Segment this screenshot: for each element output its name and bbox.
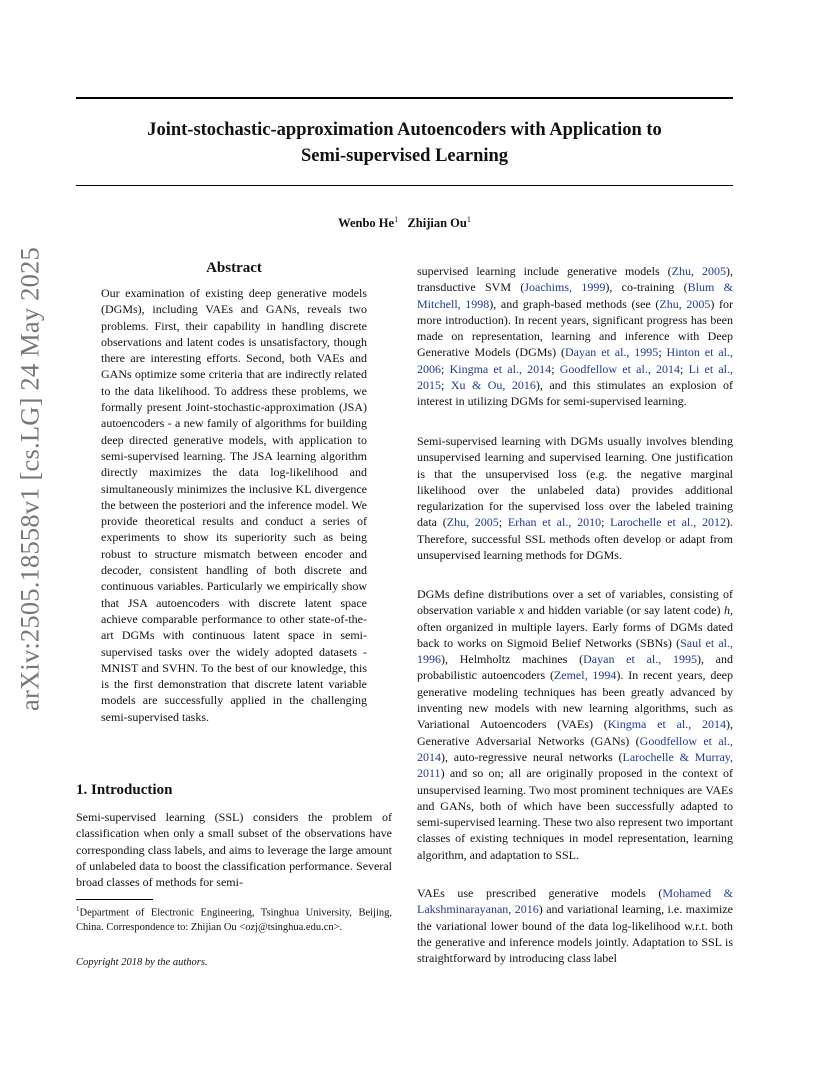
copyright-notice: Copyright 2018 by the authors.: [76, 957, 208, 968]
text-run: DGMs define distributions over a set of variables, consisting of observation variable: [417, 587, 733, 618]
text-run: , often organized in multiple layers. Early forms of DGMs dated back to works on Sigmoid Belief Networks (SBNs) (: [417, 603, 733, 650]
citation-link[interactable]: Li et al., 2015: [417, 361, 734, 393]
right-paragraph-3: [417, 586, 733, 863]
citation-link[interactable]: Zhu, 2005: [659, 296, 711, 311]
text-run: ) for more introduction). In recent years, significant progress has been made on representation, learning and inference with Deep Generative Models (DGMs) (: [417, 296, 733, 360]
citation-link[interactable]: Xu & Ou, 2016: [450, 378, 536, 393]
citation-link[interactable]: Larochelle & Murray, 2011: [417, 749, 733, 781]
math-variable: h: [724, 603, 730, 618]
author-list: [76, 215, 733, 231]
text-run: ), co-training (: [605, 280, 688, 295]
citation-link[interactable]: Dayan et al., 1995: [583, 652, 697, 667]
author-name: Zhijian Ou: [407, 216, 467, 231]
text-run: ;: [658, 345, 667, 360]
right-paragraph-4: [417, 885, 733, 966]
title-line-1: Joint-stochastic-approximation Autoencoders with Application to: [147, 120, 662, 140]
text-run: supervised learning include generative models (: [417, 264, 672, 278]
text-run: ), and graph-based methods (see (: [489, 296, 660, 311]
text-run: ;: [441, 378, 451, 393]
math-variable: x: [518, 603, 524, 618]
text-run: ). Therefore, successful SSL methods often develop or adapt from unsupervised learning methods for DGMs.: [417, 515, 733, 563]
text-run: ), Helmholtz machines (: [441, 652, 584, 667]
text-run: ), and this stimulates an explosion of interest in utilizing DGMs for semi-supervised learning.: [417, 378, 734, 409]
citation-link[interactable]: Mohamed & Lakshminarayanan, 2016: [417, 886, 733, 917]
text-run: ), auto-regressive neural networks (: [441, 749, 623, 764]
right-paragraph-1: [417, 263, 733, 410]
citation-link[interactable]: Joachims, 1999: [524, 280, 606, 295]
abstract-heading: Abstract: [206, 260, 262, 276]
citation-link[interactable]: Kingma et al., 2014: [607, 717, 727, 732]
citation-link[interactable]: Blum & Mitchell, 1998: [417, 280, 733, 311]
title-rule-top: [76, 97, 733, 99]
text-run: ;: [441, 361, 450, 376]
text-run: ). In recent years, deep generative modeling techniques has been greatly advanced by inventing new models with new learning algorithms, such as Variational Autoencoders (VAEs) (: [417, 668, 733, 732]
text-run: ) and so on; all are originally proposed in the context of unsupervised learning. Two most prominent techniques are VAEs and GANs, both of which have been successfully adapted to semi-supervised learning. These two also represent two important classes of existing techniques in model representation, learning algorithm, and adaptation to SSL.: [417, 766, 733, 862]
text-run: ), and probabilistic autoencoders (: [417, 652, 733, 683]
arxiv-stamp: [10, 246, 50, 711]
text-run: ) and variational learning, i.e. maximize the variational lower bound of the data log-likelihood w.r.t. both the generative and inference models jointly. Adaptation to SSL is straightforward by introducing class label: [417, 902, 733, 966]
right-paragraph-2: [417, 433, 733, 563]
text-run: ), transductive SVM (: [417, 264, 733, 295]
affiliation-mark: 1: [466, 215, 471, 224]
citation-link[interactable]: Hinton et al., 2006: [417, 345, 733, 376]
footnote-rule: [76, 899, 153, 900]
citation-link[interactable]: Zhu, 2005: [671, 264, 726, 278]
citation-link[interactable]: Saul et al., 1996: [417, 635, 733, 667]
citation-link[interactable]: Goodfellow et al., 2014: [417, 733, 733, 764]
paper-title: [76, 117, 733, 169]
footnote-mark: 1: [76, 905, 80, 913]
footnote-text: Department of Electronic Engineering, Tsinghua University, Beijing, China. Correspondence to: Zhijian Ou <ozj@tsinghua.edu.cn>.: [76, 907, 392, 933]
text-run: ;: [680, 361, 689, 376]
citation-link[interactable]: Kingma et al., 2014: [449, 361, 552, 376]
citation-link[interactable]: Zemel, 1994: [553, 668, 617, 683]
citation-link[interactable]: Dayan et al., 1995: [564, 345, 659, 360]
text-run: ), Generative Adversarial Networks (GANs) (: [417, 717, 734, 748]
footnote: [76, 902, 392, 936]
text-run: VAEs use prescribed generative models (: [417, 886, 663, 900]
citation-link[interactable]: Erhan et al., 2010: [507, 515, 602, 530]
author-name: Wenbo He: [338, 216, 395, 231]
affiliation-mark: 1: [394, 215, 399, 224]
arxiv-id: arXiv:2505.18558v1 [cs.LG] 24 May 2025: [14, 246, 45, 711]
abstract-body: Our examination of existing deep generative models (DGMs), including VAEs and GANs, reveals two problems. First, their capability in handling discrete observations and latent codes is unsatisfactory, though there are interesting efforts. Second, both VAEs and GANs optimize some criteria that are indirectly related to the data likelihood. To address these problems, we formally present Joint-stochastic-approximation (JSA) autoencoders - a new family of algorithms for building deep directed generative models, with application to semi-supervised learning. The JSA learning algorithm directly maximizes the data log-likelihood and simultaneously minimizes the inclusive KL divergence the between the posteriori and the inference model. We provide theoretical results and conduct a series of experiments to show its superiority such as being robust to structure mismatch between encoder and decoder, consistent handling of both discrete and continuous variables. Particularly we empirically show that JSA autoencoders with discrete latent space achieve comparable performance to other state-of-the-art DGMs with continuous latent space in semi-supervised tasks over the widely adopted datasets - MNIST and SVHN. To the best of our knowledge, this is the first demonstration that discrete latent variable models are successfully applied in the challenging semi-supervised tasks.: [101, 286, 367, 724]
text-run: ;: [601, 515, 611, 530]
title-line-2: Semi-supervised Learning: [300, 146, 509, 166]
text-run: ;: [551, 361, 560, 376]
title-rule-bottom: [76, 185, 733, 186]
text-run: Semi-supervised learning with DGMs usually involves blending unsupervised learning and supervised learning. One justification is that the unsupervised loss (e.g. the negative marginal likelihood over the unlabeled data) provides additional regularization for the supervised loss over the labeled training data (: [417, 434, 733, 530]
intro-paragraph: Semi-supervised learning (SSL) considers the problem of classification when only a small subset of the observations have corresponding class labels, and aims to leverage the large amount of unlabeled data to boost the classification performance. Several broad classes of methods for semi-: [76, 810, 392, 890]
text-run: and hidden variable (or say latent code): [523, 603, 724, 618]
citation-link[interactable]: Goodfellow et al., 2014: [559, 361, 681, 376]
text-run: ;: [498, 515, 508, 530]
citation-link[interactable]: Larochelle et al., 2012: [610, 515, 726, 530]
section-heading-introduction: 1. Introduction: [76, 782, 173, 798]
citation-link[interactable]: Zhu, 2005: [446, 515, 499, 530]
